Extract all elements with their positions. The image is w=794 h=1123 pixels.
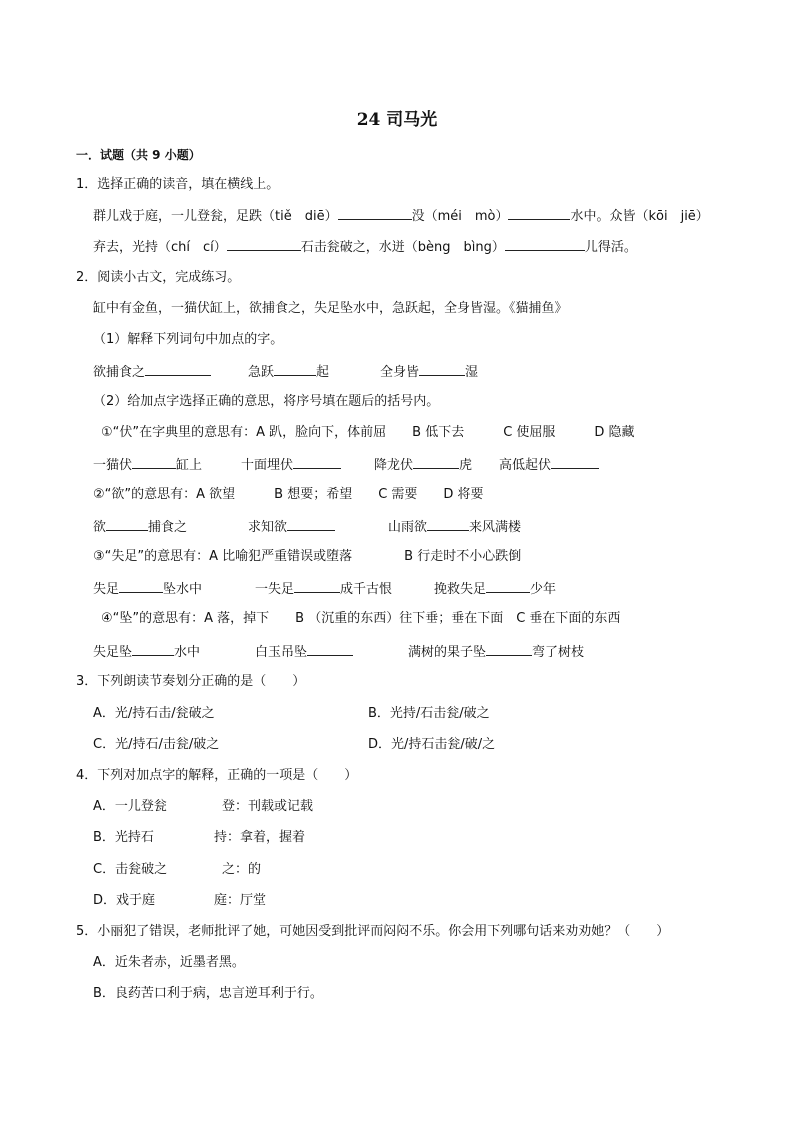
- answer-blank[interactable]: [294, 578, 340, 593]
- shizu-items: [93, 578, 653, 598]
- q4-option-c-meaning: 之：的: [222, 862, 262, 877]
- q4-option-c[interactable]: [93, 860, 493, 880]
- zhui-item-1b: 水中: [174, 645, 201, 660]
- word-2a: 急跃: [248, 365, 275, 380]
- yu-item-3a: 山雨欲: [388, 520, 428, 535]
- q2-part2: （2）给加点字选择正确的意思，将序号填在题后的括号内。: [93, 394, 440, 409]
- q4-option-a-word: A．一儿登瓮: [93, 799, 167, 814]
- answer-blank[interactable]: [293, 454, 341, 469]
- q4-option-c-word: C．击瓮破之: [93, 862, 168, 877]
- answer-blank[interactable]: [119, 578, 163, 593]
- answer-blank[interactable]: [486, 641, 532, 656]
- q1-text-c: 水中。众皆（kōi jiē）: [570, 209, 709, 224]
- fu-definition: ①“伏”在字典里的意思有：A 趴，脸向下，体前屈 B 低下去 C 使屈服 D 隐藏: [101, 425, 635, 440]
- shizu-item-3b: 少年: [530, 582, 557, 597]
- q4-option-b-word: B．光持石: [93, 830, 154, 845]
- answer-blank[interactable]: [427, 516, 469, 531]
- zhui-items: [93, 641, 653, 661]
- yu-item-3b: 来风满楼: [469, 520, 522, 535]
- section-heading: 一．试题（共 9 小题）: [76, 148, 201, 162]
- q5-option-a[interactable]: A．近朱者赤，近墨者黑。: [93, 955, 245, 970]
- answer-blank[interactable]: [413, 454, 459, 469]
- q3-option-b[interactable]: B．光持/石击瓮/破之: [368, 706, 490, 721]
- fu-item-1b: 缸上: [176, 458, 203, 473]
- answer-blank[interactable]: [106, 516, 148, 531]
- zhui-definition: ④“坠”的意思有：A 落，掉下 B （沉重的东西）往下垂；垂在下面 C 垂在下面的东西: [101, 611, 621, 626]
- answer-blank[interactable]: [227, 236, 301, 251]
- answer-blank[interactable]: [287, 516, 335, 531]
- q3-option-c[interactable]: C．光/持石/击瓮/破之: [93, 737, 220, 752]
- q2-passage: 缸中有金鱼，一猫伏缸上，欲捕食之，失足坠水中，急跃起，全身皆湿。《猫捕鱼》: [93, 301, 568, 316]
- q1-text-e: 石击瓮破之，水迸（bèng bìng）: [300, 240, 505, 255]
- q4-option-d[interactable]: [93, 891, 493, 911]
- q3-option-d[interactable]: D．光/持石击瓮/破/之: [368, 737, 496, 752]
- q2-stem: 2．阅读小古文，完成练习。: [76, 270, 241, 285]
- q1-text-b: 没（méi mò）: [411, 209, 509, 224]
- answer-blank[interactable]: [132, 641, 174, 656]
- zhui-item-3b: 弯了树枝: [532, 645, 585, 660]
- shizu-item-3a: 挽救失足: [434, 582, 487, 597]
- q4-stem: 4．下列对加点字的解释，正确的一项是（ ）: [76, 768, 358, 783]
- yu-item-2: 求知欲: [248, 520, 288, 535]
- word-3a: 全身皆: [380, 365, 420, 380]
- q1-line2: [93, 236, 637, 258]
- answer-blank[interactable]: [486, 578, 530, 593]
- fu-items: [93, 454, 653, 474]
- q4-option-b[interactable]: [93, 828, 493, 848]
- fu-item-1a: 一猫伏: [93, 458, 133, 473]
- fu-item-2: 十面埋伏: [241, 458, 294, 473]
- q2-words: [93, 361, 513, 381]
- shizu-definition: ③“失足”的意思有：A 比喻犯严重错误或堕落 B 行走时不小心跌倒: [93, 549, 522, 564]
- yu-item-1a: 欲: [93, 520, 107, 535]
- answer-blank[interactable]: [338, 205, 412, 220]
- answer-blank[interactable]: [132, 454, 176, 469]
- q5-stem: 5．小丽犯了错误，老师批评了她，可她因受到批评而闷闷不乐。你会用下列哪句话来劝劝她？（ ）: [76, 924, 670, 939]
- q4-option-d-meaning: 庭：厅堂: [214, 893, 267, 908]
- shizu-item-2b: 成千古恨: [340, 582, 393, 597]
- answer-blank[interactable]: [508, 205, 570, 220]
- zhui-item-1a: 失足坠: [93, 645, 133, 660]
- answer-blank[interactable]: [274, 361, 316, 376]
- q1-stem: 1．选择正确的读音，填在横线上。: [76, 177, 280, 192]
- q1-text-f: 儿得活。: [584, 240, 637, 255]
- q3-stem: 3．下列朗读节奏划分正确的是（ ）: [76, 674, 306, 689]
- q4-option-a-meaning: 登：刊载或记载: [222, 799, 314, 814]
- q5-option-b[interactable]: B．良药苦口利于病，忠言逆耳利于行。: [93, 986, 323, 1001]
- answer-blank[interactable]: [307, 641, 353, 656]
- q1-line1: [93, 205, 709, 227]
- shizu-item-1a: 失足: [93, 582, 120, 597]
- fu-item-3b: 虎: [459, 458, 473, 473]
- fu-item-3a: 降龙伏: [374, 458, 414, 473]
- word-1: 欲捕食之: [93, 365, 146, 380]
- q4-option-a[interactable]: [93, 797, 493, 817]
- answer-blank[interactable]: [551, 454, 599, 469]
- zhui-item-3a: 满树的果子坠: [408, 645, 487, 660]
- answer-blank[interactable]: [505, 236, 585, 251]
- answer-blank[interactable]: [145, 361, 211, 376]
- q1-text-d: 弃去，光持（chí cí）: [93, 240, 227, 255]
- yu-definition: ②“欲”的意思有：A 欲望 B 想要；希望 C 需要 D 将要: [93, 487, 484, 502]
- q3-option-a[interactable]: A．光/持石击/瓮破之: [93, 706, 215, 721]
- fu-item-4: 高低起伏: [499, 458, 552, 473]
- q1-text-a: 群儿戏于庭，一儿登瓮，足跌（tiě diē）: [93, 209, 338, 224]
- shizu-item-1b: 坠水中: [163, 582, 203, 597]
- yu-item-1b: 捕食之: [148, 520, 188, 535]
- yu-items: [93, 516, 653, 536]
- zhui-item-2: 白玉吊坠: [255, 645, 308, 660]
- word-2b: 起: [316, 365, 330, 380]
- page-title: 24 司马光: [356, 110, 438, 130]
- q2-part1: （1）解释下列词句中加点的字。: [93, 332, 284, 347]
- answer-blank[interactable]: [419, 361, 465, 376]
- shizu-item-2a: 一失足: [255, 582, 295, 597]
- q4-option-b-meaning: 持：拿着，握着: [214, 830, 306, 845]
- word-3b: 湿: [465, 365, 479, 380]
- q4-option-d-word: D．戏于庭: [93, 893, 156, 908]
